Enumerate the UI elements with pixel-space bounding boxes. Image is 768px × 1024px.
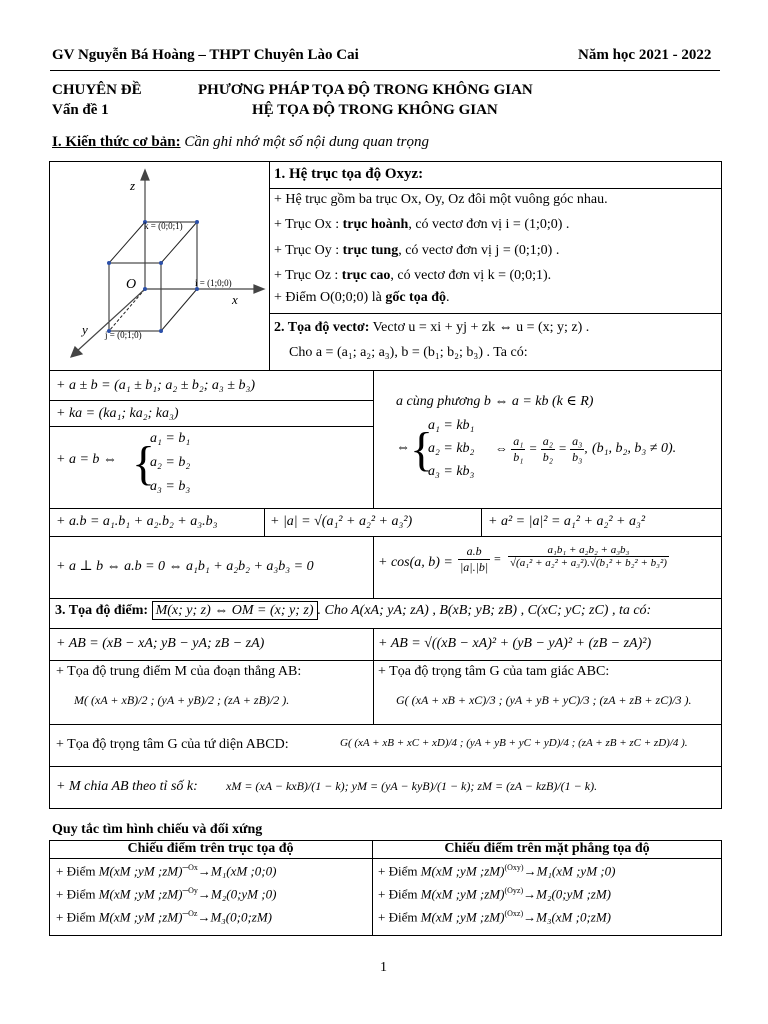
table-h-part2	[269, 313, 721, 314]
rule-right-2-prefix: + Điểm	[378, 886, 418, 902]
issue-label: Vấn đề 1	[52, 102, 109, 118]
scalar-mult-formula: + ka = (ka₁; ka₂; ka₃)	[56, 406, 179, 421]
cos-den-2: √(a₁² + a₂² + a₃²).√(b₁² + b₂² + b₃²)	[510, 557, 667, 569]
part1-line4	[274, 268, 551, 284]
row-rule-ops	[49, 370, 722, 371]
page-number: 1	[380, 960, 387, 975]
cos-num-2: a₁b₁ + a₂b₂ + a₃b₃	[508, 544, 669, 557]
part1-line4-a: + Trục Oz :	[274, 268, 342, 283]
ratio-formula: xM = (xA − kxB)/(1 − k); yM = (yA − kyB)/(1 − k); zM = (zA − kzB)/(1 − k).	[226, 779, 598, 793]
ab-length-formula: + AB = √((xB − xA)² + (yB − yA)² + (zB − zA)²)	[378, 636, 652, 651]
tet-row-top	[49, 724, 722, 725]
part3-top	[49, 598, 722, 599]
j-vector-label: j = (0;1;0)	[105, 330, 142, 340]
part1-line2-b: trục hoành	[342, 217, 409, 232]
perp-row-top	[49, 536, 722, 537]
rule-left-1-prefix: + Điểm	[56, 863, 96, 879]
part1-title-rule	[269, 188, 721, 189]
part1-line5-b: gốc tọa độ	[385, 290, 446, 305]
ab-vector-formula: + AB = (xB − xA; yB − yA; zB − zA)	[56, 636, 265, 651]
table-top	[49, 161, 722, 162]
rule-right-1: + Điểm M(xM ;yM ;zM)$^{(Oxy)}$→M₁(xM ;yM ;0)	[378, 863, 616, 879]
table-bottom	[49, 808, 722, 809]
header-year: Năm học 2021 - 2022	[578, 47, 712, 63]
rule-right-2: + Điểm M(xM ;yM ;zM)$^{(Oyz)}$→M₂(0;yM ;zM)	[378, 886, 612, 902]
vector-equal-3: a₃ = b₃	[150, 479, 191, 494]
k-vector-label: k = (0;0;1)	[144, 221, 183, 231]
axis-x-label: x	[232, 292, 238, 307]
perp-split	[373, 536, 374, 598]
table-split-1	[269, 161, 270, 370]
rule-right-2-result: M₂(0;yM ;zM)	[536, 886, 612, 902]
table-left-3	[49, 598, 50, 808]
rule-left-3-via: Oz	[188, 909, 198, 918]
origin-label: O	[126, 277, 137, 292]
part2-title: 2. Tọa độ vectơ:	[274, 320, 370, 335]
cos-fraction-1: $\frac{a.b}{|a|.|b|}$ =	[460, 544, 502, 574]
i-vector-label: i = (1;0;0)	[195, 278, 232, 288]
rule-right-3-prefix: + Điểm	[378, 909, 418, 925]
rule-right-3: + Điểm M(xM ;yM ;zM)$^{(Oxz)}$→M₃(xM ;0;zM)	[378, 909, 612, 925]
parallel-sys-3: a₃ = kb₃	[428, 464, 475, 479]
axis-y-label: y	[82, 322, 88, 337]
rule-left-2: + Điểm M(xM ;yM ;zM)$^{─Oy}$→M₂(0;yM ;0)	[56, 886, 277, 902]
point-coord-boxed: M(x; y; z) ⇔ OM = (x; y; z)	[152, 601, 318, 620]
dot-product-formula: + a.b = a₁.b₁ + a₂.b₂ + a₃.b₃	[56, 514, 218, 529]
part1-line4-b: trục cao	[341, 268, 391, 283]
parallel-def: a cùng phương b ⇔ a = kb (k ∈ R)	[396, 394, 594, 409]
section-heading	[52, 134, 429, 151]
square-formula: + a² = |a|² = a₁² + a₂² + a₃²	[488, 514, 646, 529]
vector-equal-2: a₂ = b₂	[150, 455, 191, 470]
dot-row-top	[49, 508, 722, 509]
table-left-1	[49, 161, 50, 370]
rule-left-1-via: Ox	[188, 863, 198, 872]
ratio-title: + M chia AB theo tỉ số k:	[56, 779, 198, 794]
rule-left-2-via: Oy	[188, 886, 198, 895]
ops-split	[373, 370, 374, 508]
part3-given: . Cho A(xA; yA; zA) , B(xB; yB; zB) , C(xC; yC; zC) , ta có:	[317, 603, 652, 618]
part2-line1	[274, 320, 589, 336]
issue-title: HỆ TỌA ĐỘ TRONG KHÔNG GIAN	[252, 102, 498, 118]
rule-left-3-result: M₃(0;0;zM)	[210, 909, 273, 925]
vector-sum-formula: + a ± b = (a₁ ± b₁; a₂ ± b₂; a₃ ± b₃)	[56, 378, 255, 393]
parallel-condition: (b₁, b₂, b₃ ≠ 0).	[592, 441, 677, 456]
rule-left-3-point: M(xM ;yM ;zM)	[98, 909, 183, 925]
rule-left-2-result: M₂(0;yM ;0)	[210, 886, 277, 902]
rule-right-3-result: M₃(xM ;0;zM)	[536, 909, 612, 925]
rules-heading: Quy tắc tìm hình chiếu và đối xứng	[52, 822, 263, 837]
table-right-2	[721, 370, 722, 598]
rule-right-3-via: (Oxz)	[504, 909, 524, 918]
rule-right-2-via: (Oyz)	[504, 886, 524, 895]
table-left-2	[49, 370, 50, 598]
tetrahedron-title: + Tọa độ trọng tâm G của tứ diện ABCD:	[56, 737, 289, 752]
rule-right-1-result: M₁(xM ;yM ;0)	[536, 863, 616, 879]
rule-left-3: + Điểm M(xM ;yM ;zM)$^{─Oz}$→M₃(0;0;zM)	[56, 909, 273, 925]
rule-left-3-prefix: + Điểm	[56, 909, 96, 925]
section-heading-note: Cần ghi nhớ một số nội dung quan trọng	[184, 134, 429, 150]
part1-line3	[274, 243, 559, 259]
vector-equal-lhs: + a = b ⇔	[56, 452, 117, 467]
midpoint-title: + Tọa độ trung điểm M của đoạn thẳng AB:	[56, 664, 302, 679]
header-rule	[50, 70, 720, 71]
rule-left-2-point: M(xM ;yM ;zM)	[98, 886, 183, 902]
part1-line2-a: + Trục Ox :	[274, 217, 343, 232]
part1-line5	[274, 290, 450, 306]
rule-left-1: + Điểm M(xM ;yM ;zM)$^{─Ox}$→M₁(xM ;0;0)	[56, 863, 277, 879]
parallel-sys-1: a₁ = kb₁	[428, 418, 475, 433]
rule-left-2-prefix: + Điểm	[56, 886, 96, 902]
header-author: GV Nguyễn Bá Hoàng – THPT Chuyên Lào Cai	[52, 47, 359, 63]
coordinate-system-figure	[60, 166, 266, 366]
topic-title: PHƯƠNG PHÁP TỌA ĐỘ TRONG KHÔNG GIAN	[198, 82, 533, 98]
tetrahedron-formula: G( (xA + xB + xC + xD)/4 ; (yA + yB + yC + yD)/4 ; (zA + zB + zC + zD)/4 ).	[340, 737, 688, 749]
part1-line2-c: , có vectơ đơn vị i = (1;0;0) .	[408, 217, 570, 232]
parallel-equiv: ⇔	[396, 440, 410, 455]
ratio-row-top	[49, 766, 722, 767]
cos-label: + cos(a, b) =	[378, 555, 453, 570]
section-heading-label: I. Kiến thức cơ bản:	[52, 134, 181, 150]
cos-den-1: |a|.|b|	[460, 560, 489, 574]
parallel-sys-2: a₂ = kb₂	[428, 441, 475, 456]
rules-col1-header: Chiếu điểm trên trục tọa độ	[127, 841, 294, 856]
vector-equal-brace: {	[132, 437, 156, 490]
part1-title: 1. Hệ trục tọa độ Oxyz:	[274, 166, 424, 182]
axis-z-label: z	[130, 178, 136, 193]
centroid-formula: G( (xA + xB + xC)/3 ; (yA + yB + yC)/3 ; (zA + zB + zC)/3 ).	[396, 693, 692, 707]
vector-equal-1: a₁ = b₁	[150, 431, 191, 446]
table-right-3	[721, 598, 722, 808]
part1-line2	[274, 217, 569, 233]
part1-line3-b: trục tung	[342, 243, 399, 258]
rule-right-1-prefix: + Điểm	[378, 863, 418, 879]
rule-right-2-point: M(xM ;yM ;zM)	[420, 886, 505, 902]
rules-col2-header: Chiếu điểm trên mặt phẳng tọa độ	[444, 841, 650, 856]
midpoint-formula: M( (xA + xB)/2 ; (yA + yB)/2 ; (zA + zB)/2 ).	[74, 693, 290, 707]
rule-right-1-point: M(xM ;yM ;zM)	[420, 863, 505, 879]
rule-left-1-point: M(xM ;yM ;zM)	[98, 863, 183, 879]
part2-given: Cho a = (a₁; a₂; a₃), b = (b₁; b₂; b₃) . Ta có:	[289, 345, 528, 360]
table-right-1	[721, 161, 722, 370]
ab-row-top	[49, 628, 722, 629]
dot-split-1	[264, 508, 265, 536]
part1-line1: + Hệ trục gồm ba trục Ox, Oy, Oz đôi một vuông góc nhau.	[274, 192, 608, 207]
rule-right-1-via: (Oxy)	[504, 863, 524, 872]
parallel-brace: {	[410, 423, 434, 476]
part1-line5-a: + Điểm O(0;0;0) là	[274, 290, 386, 305]
norm-formula: + |a| = √(a₁² + a₂² + a₃²)	[270, 514, 413, 529]
mid-row-top	[49, 660, 722, 661]
topic-label: CHUYÊN ĐỀ	[52, 82, 142, 98]
ab-split	[373, 628, 374, 724]
part1-line3-a: + Trục Oy :	[274, 243, 343, 258]
part3-line	[55, 603, 651, 619]
cos-num-1: a.b	[458, 544, 490, 560]
ops-rule-2	[49, 426, 373, 427]
cos-fraction-2	[508, 544, 669, 569]
ops-rule-1	[49, 400, 373, 401]
dot-split-2	[481, 508, 482, 536]
part2-vector-def: Vectơ u = xi + yj + zk ⇔ u = (x; y; z) .	[372, 320, 590, 335]
parallel-ratios: ⇔ $\frac{\text{a₁}}{\text{b₁}}$ = $\frac{\text{a₂}}{\text{b₂}}$ = $\frac{\text{a₃}}{\text{b₃}}$ ,	[495, 434, 588, 464]
rule-right-3-point: M(xM ;yM ;zM)	[420, 909, 505, 925]
perpendicular-formula: + a ⊥ b ⇔ a.b = 0 ⇔ a₁b₁ + a₂b₂ + a₃b₃ = 0	[56, 559, 314, 574]
part1-line5-c: .	[446, 290, 450, 305]
rules-header-rule	[49, 858, 722, 859]
part3-title: 3. Tọa độ điểm:	[55, 603, 149, 618]
centroid-title: + Tọa độ trọng tâm G của tam giác ABC:	[378, 664, 610, 679]
part1-line4-c: , có vectơ đơn vị k = (0;0;1).	[390, 268, 552, 283]
rule-left-1-result: M₁(xM ;0;0)	[210, 863, 277, 879]
part1-line3-c: , có vectơ đơn vị j = (0;1;0) .	[398, 243, 560, 258]
